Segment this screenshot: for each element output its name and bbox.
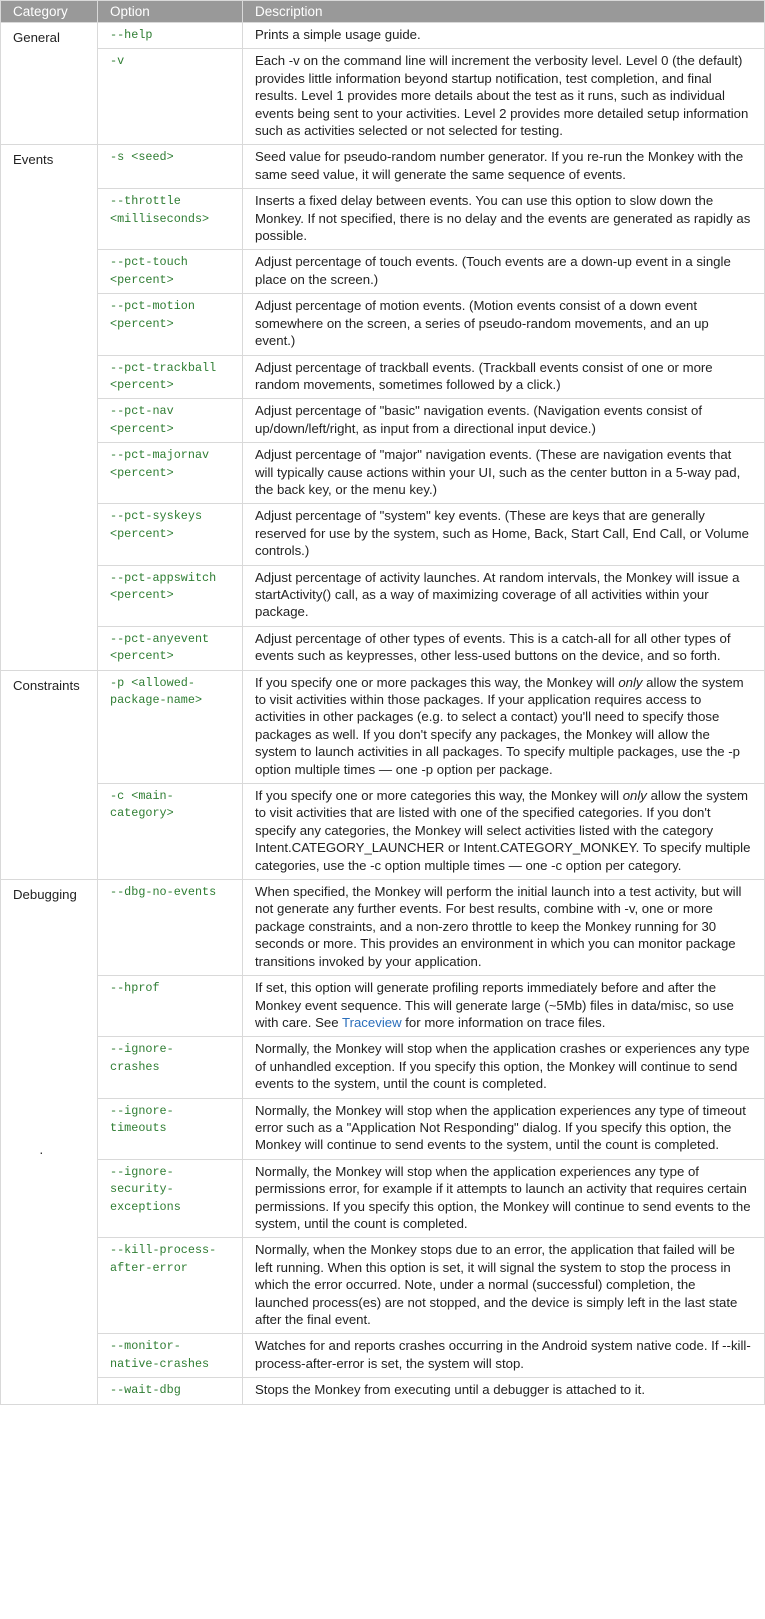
- option-cell: [98, 626, 243, 670]
- description-cell: [243, 670, 765, 783]
- option-text: -c <main-: [110, 789, 174, 804]
- option-text: --monitor-: [110, 1339, 181, 1354]
- description-text: Watches for and reports crashes occurring in the Android system native code. If --kill-process-after-error is set, the system will stop.: [255, 1338, 751, 1371]
- description-text: Each -v on the command line will increment the verbosity level. Level 0 (the default) provides little information beyond startup notification, test completion, and final results. Level 1 provides more details about the test as it runs, such as individual events being sent to your activities. Level 2 provides more detailed setup information such as activities selected or not selected for testing.: [255, 53, 749, 139]
- table-row: [1, 399, 765, 443]
- header-category: Category: [1, 1, 98, 23]
- description-cell: [243, 145, 765, 189]
- table-row: [1, 1238, 765, 1334]
- description-text: Adjust percentage of "basic" navigation events. (Navigation events consist of up/down/left/right, as input from a directional input device.): [255, 403, 703, 436]
- option-text: --ignore-: [110, 1103, 174, 1118]
- option-text: --pct-trackball: [110, 360, 217, 375]
- option-text: after-error: [110, 1260, 188, 1275]
- option-text: -p <allowed-: [110, 675, 195, 690]
- description-text: If you specify one or more categories this way, the Monkey will: [255, 788, 623, 804]
- option-text: --kill-process-: [110, 1243, 217, 1258]
- category-cell: [1, 880, 98, 1405]
- description-text: Normally, the Monkey will stop when the application experiences any type of timeout error such as a "Application Not Responding" dialog. If you specify this option, the Monkey will continue to send events to the system, until the count is completed.: [255, 1102, 746, 1153]
- option-text: <percent>: [110, 465, 174, 480]
- description-cell: [243, 399, 765, 443]
- option-text: --wait-dbg: [110, 1383, 181, 1398]
- description-cell: [243, 443, 765, 504]
- option-text: --hprof: [110, 981, 160, 996]
- option-cell: [98, 565, 243, 626]
- description-text: Adjust percentage of activity launches. At random intervals, the Monkey will issue a startActivity() call, as a way of maximizing coverage of all activities within your package.: [255, 569, 740, 620]
- table-row: [1, 626, 765, 670]
- table-header-row: [1, 1, 765, 23]
- option-text: <percent>: [110, 526, 174, 541]
- description-cell: [243, 1159, 765, 1238]
- option-text: --throttle: [110, 194, 181, 209]
- option-cell: [98, 145, 243, 189]
- table-row: [1, 1378, 765, 1404]
- option-text: --pct-appswitch: [110, 570, 217, 585]
- option-text: <percent>: [110, 649, 174, 664]
- category-label: General: [13, 30, 60, 45]
- category-cell: [1, 670, 98, 879]
- description-cell: [243, 565, 765, 626]
- description-text: allow the system to visit activities that are listed with one of the specified categories. If you don't specify any categories, the Monkey will select activities listed with the category Intent.CATEGORY_LAUNCHER or Intent.CATEGORY_MONKEY. To specify multiple categories, use the -c option multiple times — one -c option per category.: [255, 788, 751, 873]
- description-emphasis: only: [622, 788, 647, 804]
- description-cell: [243, 189, 765, 250]
- description-cell: [243, 1037, 765, 1098]
- description-text: allow the system to visit activities within those packages. If your application requires access to activities in other packages (e.g. to select a contact) you'll need to specify those packages as well. If you don't specify any packages, the Monkey will allow the system to launch activities in all packages. To specify multiple packages, use the -p option multiple times — one -p option per package.: [255, 674, 744, 777]
- description-cell: [243, 504, 765, 565]
- option-cell: [98, 250, 243, 294]
- option-text: exceptions: [110, 1199, 181, 1214]
- option-cell: [98, 1334, 243, 1378]
- description-text: Adjust percentage of "major" navigation events. (These are navigation events that will typically cause actions within your UI, such as the center button in a 5-way pad, the back key, or the menu key.): [255, 447, 741, 497]
- category-cell: [1, 23, 98, 145]
- option-text: native-crashes: [110, 1356, 210, 1371]
- description-cell: [243, 49, 765, 145]
- option-cell: [98, 189, 243, 250]
- category-label: Debugging: [13, 887, 77, 903]
- description-text: Adjust percentage of "system" key events. (These are keys that are generally reserved for use by the system, such as Home, Back, Start Call, End Call, or Volume controls.): [255, 508, 750, 559]
- option-text: --pct-touch: [110, 255, 188, 270]
- table-row: [1, 23, 765, 49]
- table-row: [1, 670, 765, 783]
- option-text: crashes: [110, 1059, 160, 1074]
- option-text: --help: [110, 28, 153, 42]
- description-text: When specified, the Monkey will perform the initial launch into a test activity, but will not generate any further events. For best results, combine with -v, one or more package constraints, and a non-zero throttle to keep the Monkey running for 30 seconds or more. This provides an environment in which you can monitor package transitions invoked by your application.: [255, 884, 742, 969]
- description-cell: [243, 1098, 765, 1159]
- category-cell: [1, 145, 98, 670]
- description-emphasis: only: [618, 674, 643, 690]
- table-row: [1, 976, 765, 1037]
- table-row: [1, 189, 765, 250]
- option-text: -v: [110, 54, 125, 69]
- category-label: Constraints: [13, 677, 80, 693]
- description-text: If set, this option will generate profiling reports immediately before and after the Monkey event sequence. This will generate large (~5Mb) files in data/misc, so use with care. See: [255, 980, 734, 1030]
- option-cell: [98, 1378, 243, 1404]
- table-row: [1, 1098, 765, 1159]
- table-row: [1, 504, 765, 565]
- description-text: If you specify one or more packages this way, the Monkey will: [255, 674, 619, 690]
- table-row: [1, 1334, 765, 1378]
- description-cell: [243, 976, 765, 1037]
- table-row: [1, 294, 765, 355]
- header-option: Option: [98, 1, 243, 23]
- description-cell: [243, 1238, 765, 1334]
- description-cell: [243, 626, 765, 670]
- option-text: --pct-syskeys: [110, 509, 203, 524]
- description-cell: [243, 1334, 765, 1378]
- description-text: Stops the Monkey from executing until a debugger is attached to it.: [255, 1382, 645, 1398]
- description-cell: [243, 784, 765, 880]
- table-row: [1, 49, 765, 145]
- option-text: <percent>: [110, 377, 174, 392]
- option-cell: [98, 1238, 243, 1334]
- description-cell: [243, 23, 765, 49]
- option-cell: [98, 1159, 243, 1238]
- option-text: <percent>: [110, 421, 174, 436]
- option-text: --dbg-no-events: [110, 885, 217, 900]
- description-text: for more information on trace files.: [401, 1014, 606, 1030]
- description-cell: [243, 355, 765, 399]
- option-cell: [98, 294, 243, 355]
- option-cell: [98, 670, 243, 783]
- description-text: Adjust percentage of touch events. (Touch events are a down-up event in a single place on the screen.): [255, 254, 731, 287]
- option-text: <percent>: [110, 316, 174, 331]
- table-row: [1, 355, 765, 399]
- option-text: <percent>: [110, 272, 174, 287]
- option-cell: [98, 976, 243, 1037]
- description-text: Normally, the Monkey will stop when the application crashes or experiences any type of unhandled exception. If you specify this option, the Monkey will continue to send events to the system, until the count is completed.: [255, 1041, 750, 1092]
- option-text: --ignore-: [110, 1164, 174, 1179]
- option-cell: [98, 399, 243, 443]
- option-text: --pct-motion: [110, 299, 195, 314]
- option-cell: [98, 355, 243, 399]
- option-cell: [98, 443, 243, 504]
- description-text: Seed value for pseudo-random number generator. If you re-run the Monkey with the same seed value, it will generate the same sequence of events.: [255, 149, 744, 182]
- option-cell: [98, 23, 243, 49]
- option-text: category>: [110, 806, 174, 821]
- table-row: [1, 250, 765, 294]
- option-text: timeouts: [110, 1120, 167, 1135]
- table-row: [1, 145, 765, 189]
- option-cell: [98, 1098, 243, 1159]
- option-text: --pct-nav: [110, 404, 174, 419]
- description-cell: [243, 250, 765, 294]
- header-description: Description: [243, 1, 765, 23]
- table-row: [1, 443, 765, 504]
- description-text: Adjust percentage of other types of events. This is a catch-all for all other types of events such as keypresses, other less-used buttons on the device, and so forth.: [255, 630, 731, 664]
- option-cell: [98, 784, 243, 880]
- option-text: --ignore-: [110, 1042, 174, 1057]
- option-text: --pct-anyevent: [110, 631, 210, 646]
- description-text: Normally, when the Monkey stops due to an error, the application that failed will be left running. When this option is set, it will signal the system to stop the process in which the error occurred. Note, under a normal (successful) completion, the launched process(es) are not stopped, and the device is simply left in the last state after the final event.: [255, 1242, 738, 1327]
- table-row: [1, 1159, 765, 1238]
- option-text: <percent>: [110, 587, 174, 602]
- table-row: [1, 784, 765, 880]
- description-text: Inserts a fixed delay between events. You can use this option to slow down the Monkey. If not specified, there is no delay and the events are generated as rapidly as possible.: [255, 193, 751, 244]
- bullet-marker: ·: [39, 1144, 44, 1161]
- option-text: <milliseconds>: [110, 211, 210, 226]
- option-text: security-: [110, 1182, 174, 1197]
- table-row: [1, 880, 765, 976]
- description-text: Adjust percentage of trackball events. (Trackball events consist of one or more random movements, sometimes followed by a click.): [255, 359, 713, 392]
- description-text: Adjust percentage of motion events. (Motion events consist of a down event somewhere on the screen, a series of pseudo-random movements, and an up event.): [255, 298, 709, 349]
- option-cell: [98, 880, 243, 976]
- table-row: [1, 565, 765, 626]
- description-cell: [243, 880, 765, 976]
- option-cell: [98, 1037, 243, 1098]
- description-text: Prints a simple usage guide.: [255, 27, 421, 42]
- option-cell: [98, 49, 243, 145]
- option-cell: [98, 504, 243, 565]
- table-row: [1, 1037, 765, 1098]
- description-cell: [243, 1378, 765, 1404]
- category-label: Events: [13, 152, 54, 168]
- description-text: Normally, the Monkey will stop when the application experiences any type of permissions error, for example if it attempts to launch an activity that requires certain permissions. If you specify this option, the Monkey will continue to send events to the system, until the count is completed.: [255, 1163, 751, 1231]
- option-text: -s <seed>: [110, 150, 174, 165]
- option-text: --pct-majornav: [110, 448, 210, 463]
- traceview-link[interactable]: Traceview: [342, 1014, 402, 1030]
- description-cell: [243, 294, 765, 355]
- option-text: package-name>: [110, 693, 203, 707]
